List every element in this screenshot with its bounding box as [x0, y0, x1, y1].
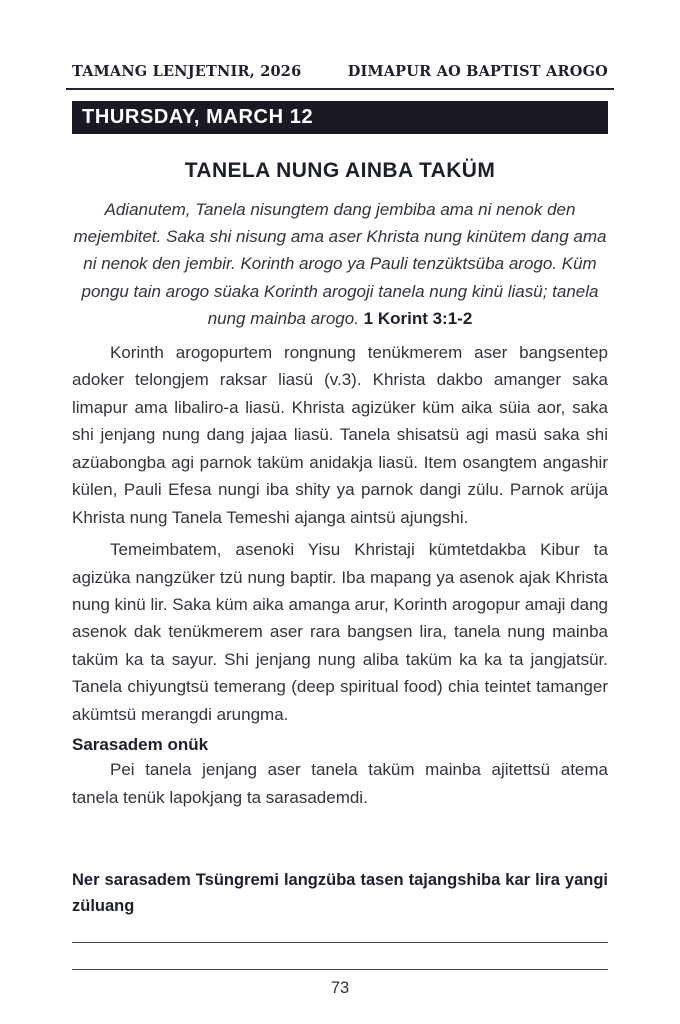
scripture-passage: [72, 196, 608, 332]
body-paragraph-1: Korinth arogopurtem rongnung tenükmerem aser bangsentep adoker telongjem raksar liasü (v.3). Khrista dakbo amanger saka limapur ama libaliro-a liasü. Khrista agizüker küm aika süia aor, saka shi jenjang nung dang jajaa liasü. Tanela shisatsü agi masü saka shi azüabongba agi parnok taküm anidakja liasü. Item osangtem angashir külen, Pauli Efesa nungi iba shity ya parnok dangi zülu. Parnok arüja Khrista nung Tanela Temeshi ajanga aintsü ajungshi.: [72, 342, 608, 527]
date-banner-label: THURSDAY, MARCH 12: [82, 106, 314, 128]
scripture-reference: 1 Korint 3:1-2: [363, 308, 473, 328]
page-number: 73: [330, 979, 350, 998]
header-divider: [66, 88, 614, 90]
page-footer-block: [72, 868, 608, 998]
running-header-right: DIMAPUR AO BAPTIST AROGO: [347, 63, 608, 80]
writing-line-2: [72, 969, 608, 970]
writing-line-1: [72, 942, 608, 943]
section-heading: Sarasadem onük: [72, 735, 209, 755]
page-title: TANELA NUNG AINBA TAKÜM: [184, 159, 496, 182]
scripture-text: Adianutem, Tanela nisungtem dang jembiba ama ni nenok den mejembitet. Saka shi nisung ama aser Khrista nung kinütem dang ama ni nenok den jembir. Korinth arogo ya Pauli tenzüktsüba arogo. Küm pongu tain arogo süaka Korinth arogoji tanela nung kinü liasü; tanela nung mainba arogo.: [73, 200, 607, 328]
body-paragraph-2: Temeimbatem, asenoki Yisu Khristaji kümtetdakba Kibur ta agizüka nangzüker tzü nung baptir. Iba mapang ya asenok ajak Khrista nung kinü lir. Saka küm aika amanga arur, Korinth arogopur amaji dang asenok dak tenükmerem aser rara bangsen lira, tanela nung mainba taküm ka ta sayur. Shi jenjang nung aliba taküm ka ka ta jangjatsür. Tanela chiyungtsü temerang (deep spiritual food) chia teintet tamanger akümtsü merangdi arungma.: [72, 540, 608, 724]
running-header: [72, 0, 608, 80]
date-banner: [72, 101, 608, 134]
section-paragraph: Pei tanela jenjang aser tanela taküm mainba ajitettsü atema tanela tenük lapokjang ta sarasademdi.: [72, 760, 608, 807]
running-header-left: TAMANG LENJETNIR, 2026: [72, 63, 302, 80]
prayer-note: Ner sarasadem Tsüngremi langzüba tasen tajangshiba kar lira yangi züluang: [72, 871, 608, 915]
